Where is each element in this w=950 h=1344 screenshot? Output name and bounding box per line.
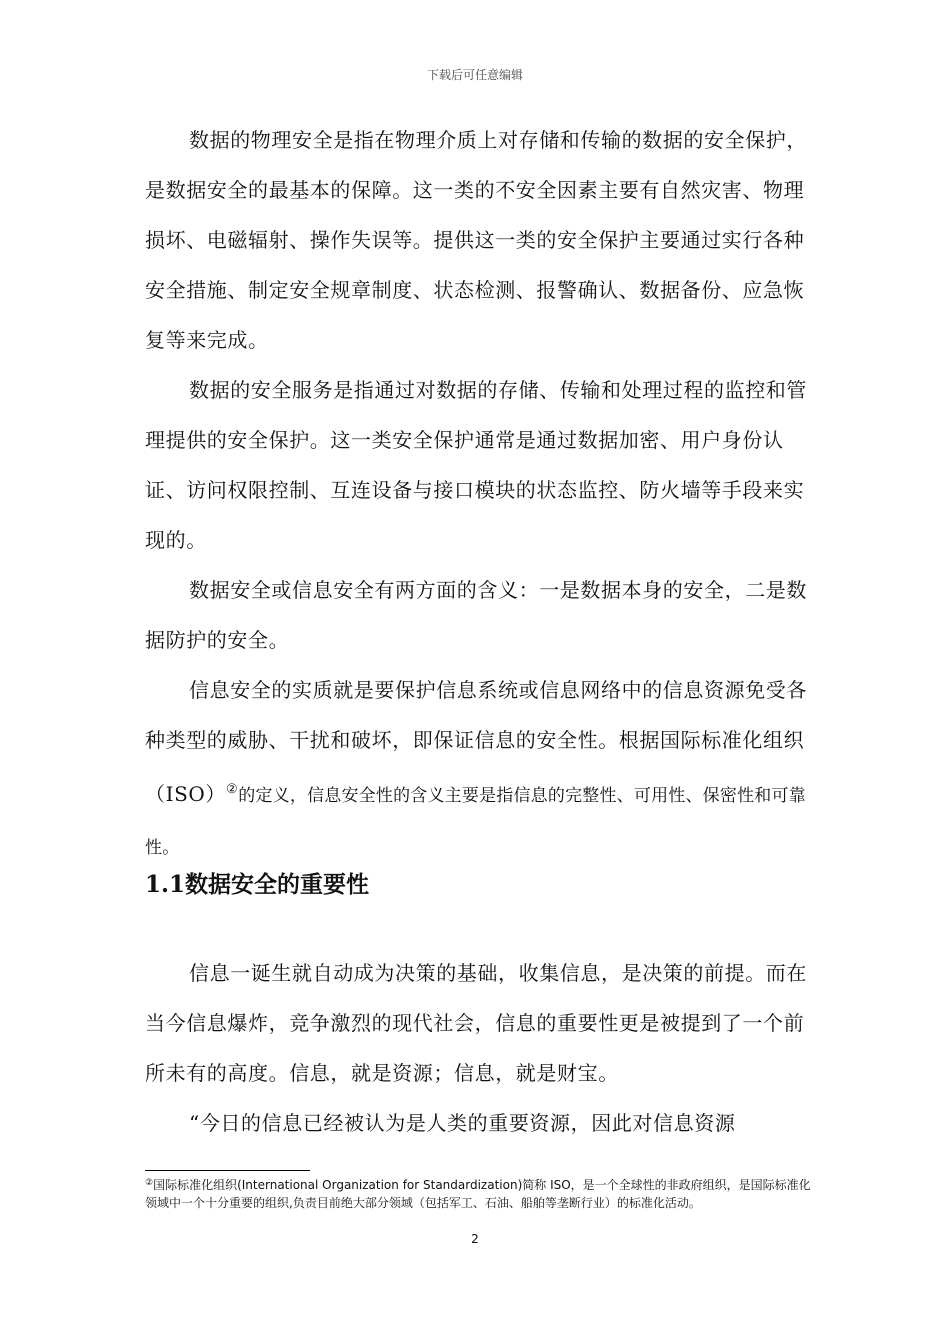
iso-paragraph-text: 信息安全的实质就是要保护信息系统或信息网络中的信息资源免受各种类型的威胁、干扰和破坏，即保证信息的安全性。根据国际标准化组织（ISO）	[145, 678, 807, 806]
iso-paragraph-continuation: 的定义，信息安全性的含义主要是指信息的完整性、可用性、保密性和可靠性。	[145, 786, 806, 858]
footnote-text: 国际标准化组织(International Organization for Standardization)简称 ISO，是一个全球性的非政府组织，是国际标准化领域中一个十分重要的组织,负责目前绝大部分领域（包括军工、石油、船舶等垄断行业）的标准化活动。	[145, 1178, 811, 1210]
paragraph-iso-definition	[145, 665, 810, 873]
section-body	[145, 948, 810, 1148]
footnote-marker: ②	[145, 1178, 154, 1188]
paragraph-physical-security: 数据的物理安全是指在物理介质上对存储和传输的数据的安全保护，是数据安全的最基本的保障。这一类的不安全因素主要有自然灾害、物理损坏、电磁辐射、操作失误等。提供这一类的安全保护主要通过实行各种安全措施、制定安全规章制度、状态检测、报警确认、数据备份、应急恢复等来完成。	[145, 128, 807, 352]
footnote	[145, 1174, 815, 1212]
footnote-reference[interactable]: ②	[226, 782, 239, 797]
paragraph-information-resource: “今日的信息已经被认为是人类的重要资源，因此对信息资源	[189, 1111, 736, 1135]
page-number: 2	[471, 1232, 479, 1246]
footnote-divider	[145, 1170, 310, 1171]
paragraph-security-service: 数据的安全服务是指通过对数据的存储、传输和处理过程的监控和管理提供的安全保护。这一类安全保护通常是通过数据加密、用户身份认证、访问权限控制、互连设备与接口模块的状态监控、防火墙等手段来实现的。	[145, 378, 807, 552]
paragraph-two-meanings: 数据安全或信息安全有两方面的含义：一是数据本身的安全，二是数据防护的安全。	[145, 578, 807, 652]
paragraph-information-importance: 信息一诞生就自动成为决策的基础，收集信息，是决策的前提。而在当今信息爆炸，竞争激烈的现代社会，信息的重要性更是被提到了一个前所未有的高度。信息，就是资源；信息，就是财宝。	[145, 961, 807, 1085]
page-header: 下载后可任意编辑	[426, 68, 523, 82]
document-body	[145, 115, 810, 873]
section-heading: 1.1数据安全的重要性	[145, 871, 370, 898]
